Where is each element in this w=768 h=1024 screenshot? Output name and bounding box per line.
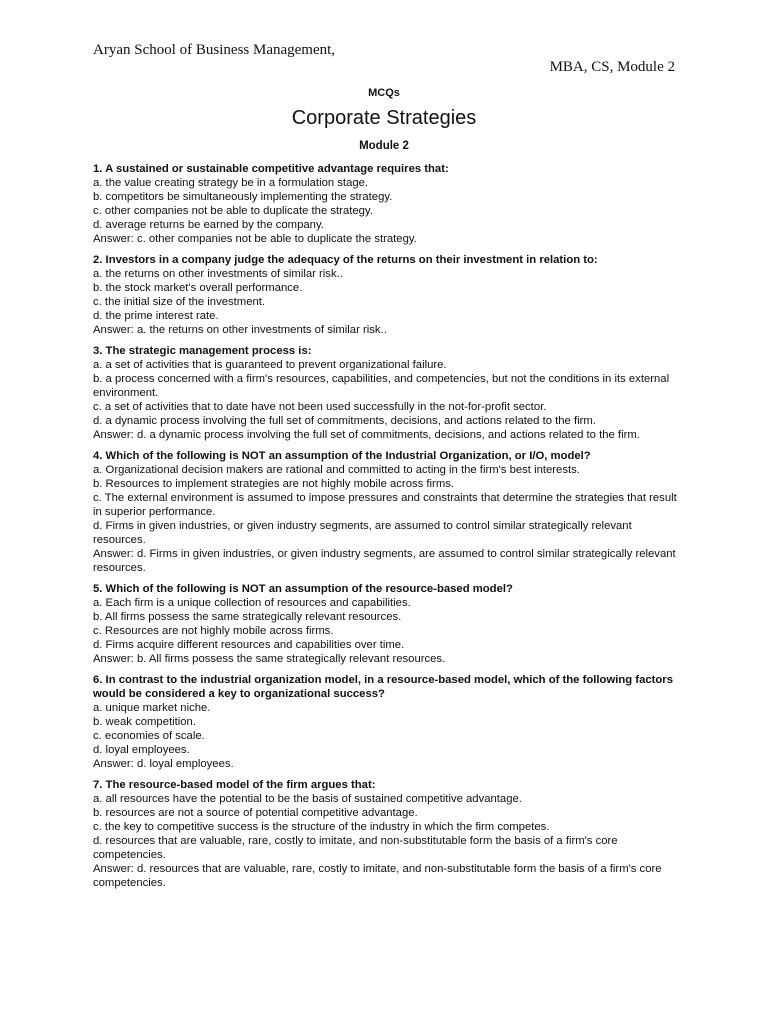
answer-option: a. all resources have the potential to be the basis of sustained competitive advantage. — [93, 793, 522, 805]
answer-key: Answer: d. Firms in given industries, or given industry segments, are assumed to control similar strategically relevant resources. — [93, 548, 676, 574]
answer-option: d. average returns be earned by the company. — [93, 219, 324, 231]
question-block — [93, 778, 677, 890]
question-text: 1. A sustained or sustainable competitive advantage requires that: — [93, 163, 449, 175]
module-label: Module 2 — [359, 140, 409, 152]
answer-option: a. Each firm is a unique collection of resources and capabilities. — [93, 597, 411, 609]
answer-option: d. Firms in given industries, or given industry segments, are assumed to control similar strategically relevant resources. — [93, 520, 632, 546]
answer-option: b. the stock market's overall performance. — [93, 282, 303, 294]
question-text: 2. Investors in a company judge the adequacy of the returns on their investment in relation to: — [93, 254, 598, 266]
answer-key: Answer: d. loyal employees. — [93, 758, 234, 770]
question-block — [93, 582, 677, 666]
answer-option: c. the initial size of the investment. — [93, 296, 266, 308]
answer-option: b. All firms possess the same strategically relevant resources. — [93, 611, 402, 623]
answer-option: a. a set of activities that is guaranteed to prevent organizational failure. — [93, 359, 447, 371]
answer-option: c. Resources are not highly mobile across firms. — [93, 625, 334, 637]
answer-option: c. other companies not be able to duplicate the strategy. — [93, 205, 373, 217]
answer-key: Answer: d. a dynamic process involving the full set of commitments, decisions, and actions related to the firm. — [93, 429, 640, 441]
answer-option: d. the prime interest rate. — [93, 310, 219, 322]
answer-option: d. resources that are valuable, rare, costly to imitate, and non-substitutable form the basis of a firm's core competencies. — [93, 835, 618, 861]
question-block — [93, 344, 677, 442]
answer-option: c. The external environment is assumed to impose pressures and constraints that determine the strategies that result in superior performance. — [93, 492, 677, 518]
answer-option: a. unique market niche. — [93, 702, 211, 714]
answer-key: Answer: b. All firms possess the same strategically relevant resources. — [93, 653, 446, 665]
course-label: MBA, CS, Module 2 — [549, 59, 675, 75]
answer-key: Answer: c. other companies not be able to duplicate the strategy. — [93, 233, 417, 245]
question-text: 5. Which of the following is NOT an assumption of the resource-based model? — [93, 583, 513, 595]
question-block — [93, 253, 677, 337]
answer-option: a. the returns on other investments of similar risk.. — [93, 268, 343, 280]
answer-option: c. the key to competitive success is the structure of the industry in which the firm competes. — [93, 821, 550, 833]
question-text: 4. Which of the following is NOT an assumption of the Industrial Organization, or I/O, model? — [93, 450, 591, 462]
answer-option: b. a process concerned with a firm's resources, capabilities, and competencies, but not the conditions in its external environment. — [93, 373, 670, 399]
answer-option: c. a set of activities that to date have not been used successfully in the not-for-profit sector. — [93, 401, 547, 413]
answer-option: d. loyal employees. — [93, 744, 190, 756]
school-name: Aryan School of Business Management, — [93, 42, 336, 58]
question-text: 3. The strategic management process is: — [93, 345, 312, 357]
question-block — [93, 673, 677, 771]
question-block — [93, 449, 677, 575]
question-list — [93, 162, 677, 897]
page-title: Corporate Strategies — [291, 107, 477, 129]
answer-option: a. Organizational decision makers are rational and committed to acting in the firm's best interests. — [93, 464, 580, 476]
answer-option: c. economies of scale. — [93, 730, 205, 742]
question-text: 7. The resource-based model of the firm argues that: — [93, 779, 376, 791]
answer-option: d. Firms acquire different resources and capabilities over time. — [93, 639, 405, 651]
answer-option: b. Resources to implement strategies are not highly mobile across firms. — [93, 478, 455, 490]
answer-option: b. resources are not a source of potential competitive advantage. — [93, 807, 418, 819]
doc-label: MCQs — [368, 87, 400, 99]
answer-key: Answer: a. the returns on other investments of similar risk.. — [93, 324, 387, 336]
answer-option: a. the value creating strategy be in a formulation stage. — [93, 177, 369, 189]
answer-option: b. weak competition. — [93, 716, 196, 728]
question-block — [93, 162, 677, 246]
answer-key: Answer: d. resources that are valuable, rare, costly to imitate, and non-substitutable form the basis of a firm's core competencies. — [93, 863, 662, 889]
answer-option: b. competitors be simultaneously implementing the strategy. — [93, 191, 393, 203]
question-text: 6. In contrast to the industrial organization model, in a resource-based model, which of the following factors would be considered a key to organizational success? — [93, 674, 673, 700]
answer-option: d. a dynamic process involving the full set of commitments, decisions, and actions related to the firm. — [93, 415, 596, 427]
